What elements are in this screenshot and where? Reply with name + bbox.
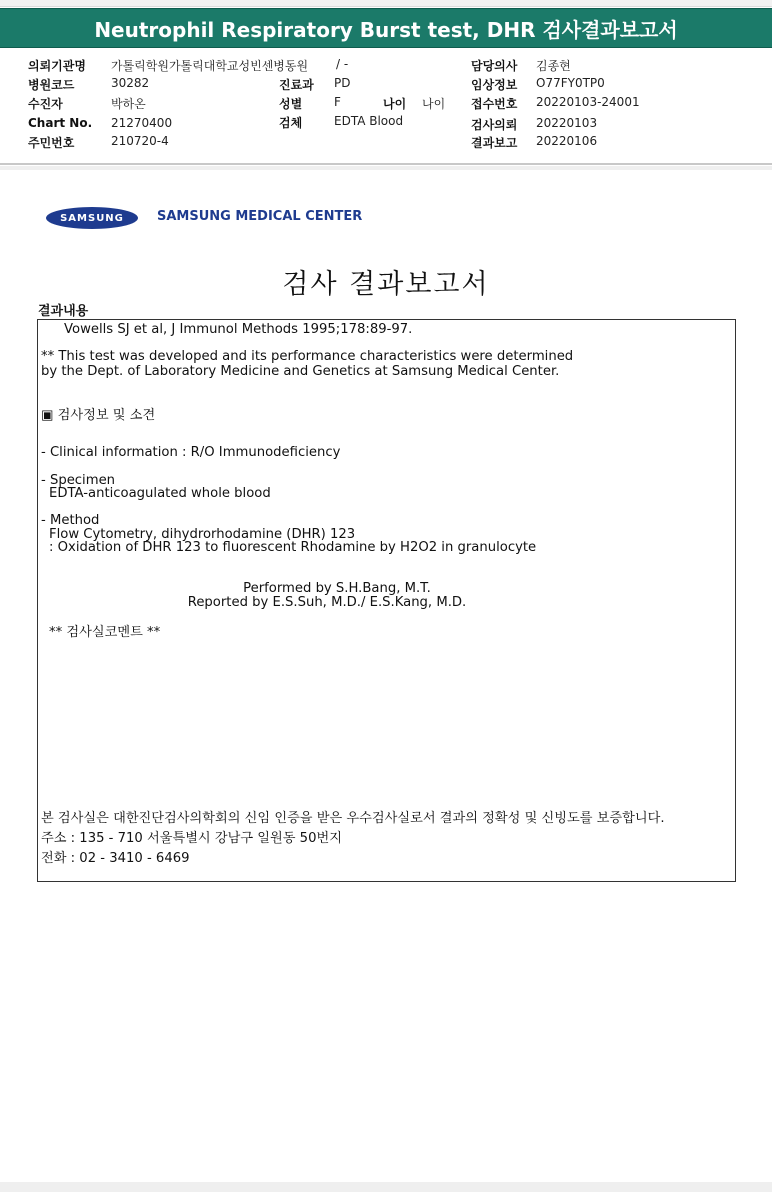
header-divider [0,163,772,165]
request-label: 검사의뢰 [471,118,518,132]
reference-line: Vowells SJ et al, J Immunol Methods 1995;178:89-97. [64,322,413,337]
report-label: 결과보고 [471,136,518,150]
info-heading: ▣ 검사정보 및 소견 [41,408,156,423]
chart-no-value: 21270400 [111,116,173,130]
sex-value: F [334,95,341,109]
certification-line: 본 검사실은 대한진단검사의학회의 신임 인증을 받은 우수검사실로서 결과의 정확성 및 신빙도를 보증합니다. [41,811,665,826]
id-no-value: 210720-4 [111,134,169,148]
method-line-1: Flow Cytometry, dihydrorhodamine (DHR) 123 [49,527,356,542]
lab-comment-heading: ** 검사실코멘트 ** [49,625,161,640]
chart-no-label: Chart No. [28,116,93,130]
specimen-heading: - Specimen [41,473,116,488]
samsung-logo [46,207,138,229]
hospital-code-label: 병원코드 [28,78,75,92]
disclaimer-line-1: ** This test was developed and its performance characteristics were determined [41,349,574,364]
address-line: 주소 : 135 - 710 서울특별시 강남구 일원동 50번지 [41,831,342,846]
logo-oval-text: SAMSUNG [60,212,124,224]
phone-line: 전화 : 02 - 3410 - 6469 [41,851,190,866]
receipt-no-label: 접수번호 [471,97,518,111]
hospital-code-value: 30282 [111,76,150,90]
doctor-value: 김종현 [536,59,571,73]
examinee-value: 박하온 [111,97,146,111]
report-title-bar: Neutrophil Respiratory Burst test, DHR 검사결과보고서 [0,8,772,48]
id-no-label: 주민번호 [28,136,75,150]
age-label: 나이 [383,97,407,111]
receipt-no-value: 20220103-24001 [536,95,640,109]
reported-by: Reported by E.S.Suh, M.D./ E.S.Kang, M.D. [187,595,467,610]
method-heading: - Method [41,513,100,528]
report-value: 20220106 [536,134,598,148]
specimen-label: 검체 [279,116,303,130]
performed-by: Performed by S.H.Bang, M.T. [243,581,431,596]
institution-label: 의뢰기관명 [28,59,86,73]
bottom-edge [0,1182,772,1192]
top-edge [0,0,772,7]
method-line-2: : Oxidation of DHR 123 to fluorescent Rhodamine by H2O2 in granulocyte [49,540,537,555]
doctor-label: 담당의사 [471,59,518,73]
specimen-value: EDTA Blood [334,114,404,128]
clinical-info-line: - Clinical information : R/O Immunodeficiency [41,445,341,460]
header-divider-shadow [0,166,772,170]
sex-label: 성별 [279,97,303,111]
clinical-info-label: 임상정보 [471,78,518,92]
result-section-label: 결과내용 [38,304,89,319]
hospital-name: SAMSUNG MEDICAL CENTER [157,209,363,224]
slash-value: / - [336,57,349,71]
clinical-info-value: O77FY0TP0 [536,76,605,90]
document-title: 검사 결과보고서 [282,269,490,300]
examinee-label: 수진자 [28,97,63,111]
disclaimer-line-2: by the Dept. of Laboratory Medicine and Genetics at Samsung Medical Center. [41,364,560,379]
age-value: 나이 [422,97,446,111]
specimen-line: EDTA-anticoagulated whole blood [49,486,271,501]
dept-value: PD [334,76,351,90]
institution-value: 가톨릭학원가톨릭대학교성빈센병동원 [111,59,309,73]
dept-label: 진료과 [279,78,314,92]
request-value: 20220103 [536,116,598,130]
